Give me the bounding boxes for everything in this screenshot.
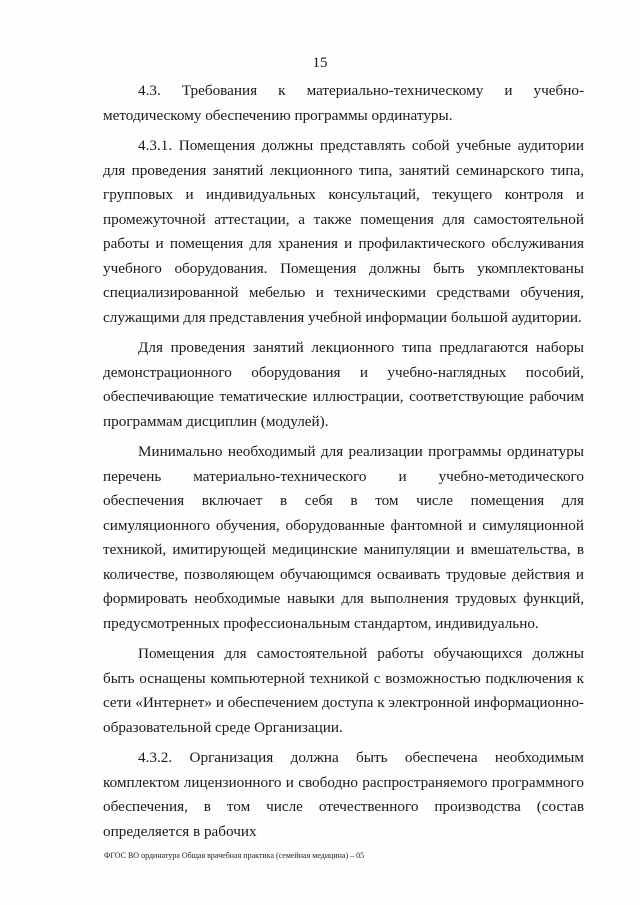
page-number: 15 — [312, 55, 328, 71]
document-body — [103, 79, 584, 844]
paragraph-self-study-rooms: Помещения для самостоятельной работы обучающихся должны быть оснащены компьютерной техникой с возможностью подключения к сети «Интернет» и обеспечением доступа к электронной информационно-образовательной среде Организации. — [103, 645, 584, 736]
page-footer: ФГОС ВО ординатура Общая врачебная практика (семейная медицина) – 05 — [104, 851, 365, 860]
section-heading-4-3: 4.3. Требования к материально-техническому и учебно-методическому обеспечению программы ординатуры. — [103, 82, 584, 124]
paragraph-4-3-2: 4.3.2. Организация должна быть обеспечена необходимым комплектом лицензионного и свободно распространяемого программного обеспечения, в том числе отечественного производства (состав определяется в рабочих — [103, 749, 584, 840]
paragraph-simulation-training: Минимально необходимый для реализации программы ординатуры перечень материально-технического и учебно-методического обеспечения включает в себя в том числе помещения для симуляционного обучения, оборудованные фантомной и симуляционной техникой, имитирующей медицинские манипуляции и вмешательства, в количестве, позволяющем обучающимся осваивать трудовые действия и формировать необходимые навыки для выполнения трудовых функций, предусмотренных профессиональным стандартом, индивидуально. — [103, 443, 584, 632]
paragraph-lecture-equipment: Для проведения занятий лекционного типа предлагаются наборы демонстрационного оборудования и учебно-наглядных пособий, обеспечивающие тематические иллюстрации, соответствующие рабочим программам дисциплин (модулей). — [103, 339, 584, 430]
paragraph-4-3-1: 4.3.1. Помещения должны представлять собой учебные аудитории для проведения занятий лекционного типа, занятий семинарского типа, групповых и индивидуальных консультаций, текущего контроля и промежуточной аттестации, а также помещения для самостоятельной работы и помещения для хранения и профилактического обслуживания учебного оборудования. Помещения должны быть укомплектованы специализированной мебелью и техническими средствами обучения, служащими для представления учебной информации большой аудитории. — [103, 137, 584, 326]
